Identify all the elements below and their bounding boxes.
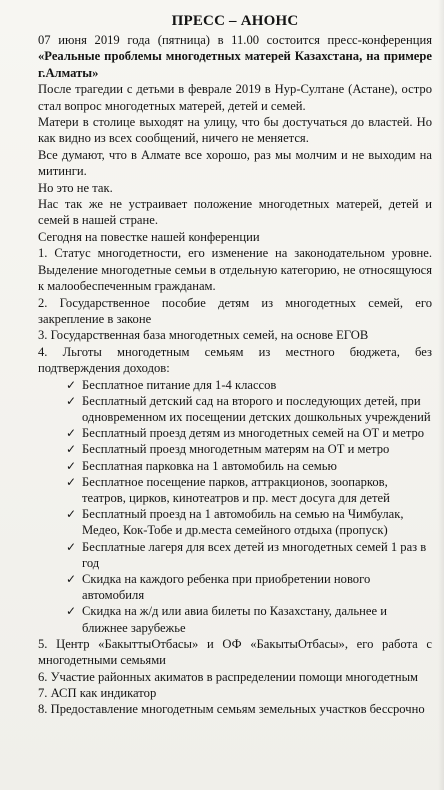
benefit-item	[38, 539, 432, 571]
checkmark-icon: ✓	[66, 377, 77, 392]
agenda-item: 1. Статус многодетности, его изменение на законодательном уровне. Выделение многодетные семьи в отдельную категорию, не относящуюся к малообеспеченным гражданам.	[38, 246, 432, 294]
checkmark-icon: ✓	[66, 442, 77, 457]
paragraph: После трагедии с детьми в феврале 2019 в Нур-Султане (Астане), остро стал вопрос многодетных матерей, детей и семей.	[38, 82, 432, 113]
agenda-item: 2. Государственное пособие детям из многодетных семей, его закрепление в законе	[38, 295, 432, 326]
benefit-item	[38, 377, 432, 393]
agenda-item: 7. АСП как индикатор	[38, 686, 157, 700]
benefit-text: Бесплатный проезд детям из многодетных семей на ОТ и метро	[82, 426, 425, 441]
benefit-item	[38, 474, 432, 506]
benefit-text: Скидка на каждого ребенка при приобретении нового автомобиля	[82, 571, 371, 603]
benefits-list	[38, 377, 432, 636]
paragraph: Матери в столице выходят на улицу, что бы достучаться до властей. Но как видно из всех сообщений, ничего не меняется.	[38, 115, 432, 146]
paragraph: Все думают, что в Алмате все хорошо, раз мы молчим и не выходим на митинги.	[38, 147, 432, 179]
intro-conference-name: «Реальные проблемы многодетных матерей Казахстана, на примере г.Алматы»	[38, 49, 432, 80]
document-title: ПРЕСС – АНОНС	[171, 13, 299, 29]
benefit-item	[38, 571, 432, 603]
agenda-item: 3. Государственная база многодетных семей, на основе ЕГОВ	[38, 328, 369, 343]
paragraph: Нас так же не устраивает положение многодетных матерей, детей и семей в нашей стране.	[38, 197, 432, 228]
paragraph: Но это не так.	[38, 180, 113, 195]
benefit-item	[38, 425, 432, 441]
checkmark-icon: ✓	[66, 604, 77, 619]
paragraph: Сегодня на повестке нашей конференции	[38, 229, 260, 244]
benefit-text: Бесплатное посещение парков, аттракционов, зоопарков, театров, цирков, кинотеатров и пр. мест досуга для детей	[82, 474, 390, 505]
benefit-item	[38, 603, 432, 635]
checkmark-icon: ✓	[66, 539, 77, 554]
benefit-text: Бесплатный детский сад на второго и последующих детей, при одновременном их посещении детских дошкольных учреждений	[82, 393, 431, 424]
checkmark-icon: ✓	[66, 571, 77, 586]
benefit-item	[38, 393, 432, 425]
benefit-item	[38, 441, 432, 457]
agenda-item: 4. Льготы многодетным семьям из местного бюджета, без подтверждения доходов:	[38, 344, 432, 376]
benefit-text: Скидка на ж/д или авиа билеты по Казахстану, дальнее и ближнее зарубежье	[82, 604, 387, 635]
intro-paragraph	[38, 32, 432, 81]
agenda-item: 6. Участие районных акиматов в распределении помощи многодетным	[38, 669, 419, 684]
checkmark-icon: ✓	[66, 474, 77, 489]
benefit-text: Бесплатное питание для 1-4 классов	[82, 377, 277, 392]
benefit-item	[38, 458, 432, 474]
intro-lead: 07 июня 2019 года (пятница) в 11.00 состоится пресс-конференция	[38, 33, 432, 47]
benefit-text: Бесплатные лагеря для всех детей из многодетных семей 1 раз в год	[82, 539, 427, 570]
agenda-item: 8. Предоставление многодетным семьям земельных участков бессрочно	[38, 702, 425, 717]
benefit-item	[38, 506, 432, 538]
checkmark-icon: ✓	[66, 458, 77, 473]
checkmark-icon: ✓	[66, 426, 77, 441]
checkmark-icon: ✓	[66, 507, 77, 522]
benefit-text: Бесплатный проезд многодетным матерям на ОТ и метро	[82, 442, 390, 457]
checkmark-icon: ✓	[66, 393, 77, 408]
benefit-text: Бесплатная парковка на 1 автомобиль на семью	[82, 458, 337, 473]
benefit-text: Бесплатный проезд на 1 автомобиль на семью на Чимбулак, Медео, Кок-Тобе и др.места семейного отдыха (пропуск)	[82, 507, 404, 538]
page-edge-shadow	[438, 0, 444, 790]
agenda-item: 5. Центр «БакыттыОтбасы» и ОФ «БакытыОтбасы», его работа с многодетными семьями	[38, 636, 432, 668]
